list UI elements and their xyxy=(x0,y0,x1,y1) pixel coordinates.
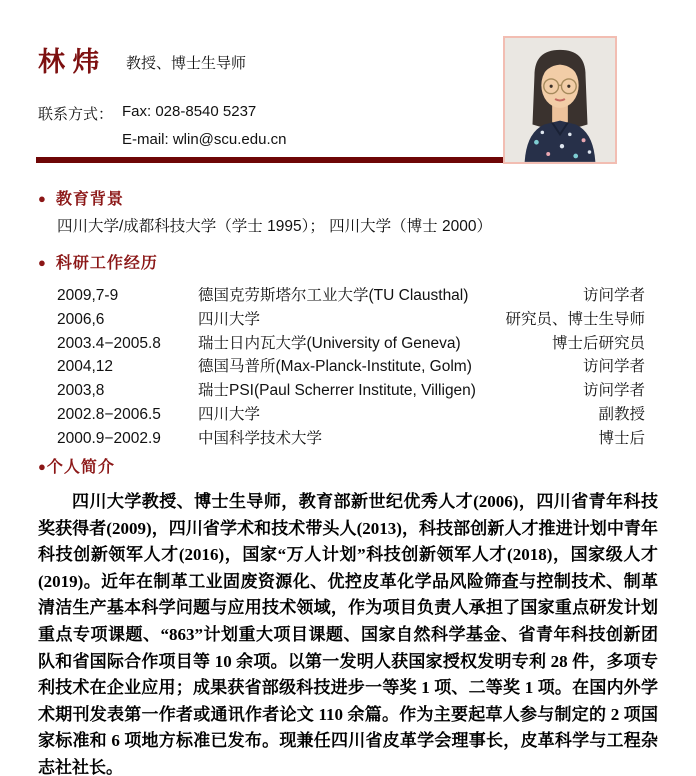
research-org: 瑞士日内瓦大学(University of Geneva) xyxy=(198,334,461,352)
education-content: 四川大学/成都科技大学（学士 1995）； 四川大学（博士 2000） xyxy=(57,218,492,235)
section-header-education xyxy=(38,186,124,209)
portrait-photo xyxy=(503,36,617,164)
section-header-research xyxy=(38,250,158,273)
research-period: 2003.4−2005.8 xyxy=(57,334,161,352)
research-role: 访问学者 xyxy=(582,382,645,400)
research-row xyxy=(57,426,645,450)
contact-fax: Fax: 028-8540 5237 xyxy=(122,103,257,120)
research-row xyxy=(57,402,645,426)
research-row xyxy=(57,354,645,378)
research-role: 研究员、博士生导师 xyxy=(505,310,645,328)
research-period: 2009,7-9 xyxy=(57,287,119,304)
contact-email: E-mail: wlin@scu.edu.cn xyxy=(122,131,287,148)
research-role: 博士后 xyxy=(598,429,645,447)
research-role: 博士后研究员 xyxy=(551,334,645,352)
research-role: 副教授 xyxy=(598,405,645,423)
research-org: 四川大学 xyxy=(198,405,261,423)
person-job-title: 教授、博士生导师 xyxy=(126,55,247,72)
research-org: 中国科学技术大学 xyxy=(198,429,323,447)
research-period: 2006,6 xyxy=(57,310,105,328)
research-row xyxy=(57,307,645,331)
research-org: 瑞士PSI(Paul Scherrer Institute, Villigen) xyxy=(198,382,476,400)
section-header-profile xyxy=(38,454,115,477)
portrait-illustration xyxy=(505,38,615,162)
research-row xyxy=(57,331,645,355)
research-row xyxy=(57,283,645,307)
research-period: 2003,8 xyxy=(57,382,105,400)
research-org: 四川大学 xyxy=(198,310,261,328)
bullet-icon: ● xyxy=(38,255,47,270)
research-role: 访问学者 xyxy=(582,358,645,376)
profile-paragraph: 四川大学教授、博士生导师，教育部新世纪优秀人才(2006)，四川省青年科技奖获得者(2009)，四川省学术和技术带头人(2013)，科技部创新人才推进计划中青年科技创新领军人才(2016)，国家“万人计划”科技创新领军人才(2018)，国家级人才(2019)。近年在制革工业固废资源化、优控皮革化学品风险筛查与控制技术、制革清洁生产基本科学问题与应用技术领域，作为项目负责人承担了国家重点研发计划重点专项课题、“863”计划重大项目课题、国家自然科学基金、省青年科技创新团队和省国际合作项目等 10 余项。以第一发明人获国家授权发明专利 28 件，多项专利技术在企业应用；成果获省部级科技进步一等奖 1 项、二等奖 1 项。在国内外学术期刊发表第一作者或通讯作者论文 110 余篇。作为主要起草人参与制定的 2 项国家标准和 6 项地方标准已发布。现兼任四川省皮革学会理事长，皮革科学与工程杂志社社长。 xyxy=(38,492,658,776)
research-table xyxy=(57,283,645,450)
divider-bar xyxy=(36,157,506,163)
research-role: 访问学者 xyxy=(582,287,645,304)
section-title: 个人简介 xyxy=(46,459,115,476)
research-period: 2000.9−2002.9 xyxy=(57,429,161,447)
section-title: 科研工作经历 xyxy=(55,255,158,272)
research-org: 德国马普所(Max-Planck-Institute, Golm) xyxy=(198,358,472,376)
research-org: 德国克劳斯塔尔工业大学(TU Clausthal) xyxy=(198,287,469,304)
contact-label: 联系方式： xyxy=(38,106,114,123)
bullet-icon: ● xyxy=(38,191,47,206)
person-name: 林 炜 xyxy=(38,47,100,77)
research-period: 2004,12 xyxy=(57,358,114,376)
research-row xyxy=(57,378,645,402)
research-period: 2002.8−2006.5 xyxy=(57,405,161,423)
section-title: 教育背景 xyxy=(55,191,124,208)
bullet-icon: ● xyxy=(38,459,47,474)
